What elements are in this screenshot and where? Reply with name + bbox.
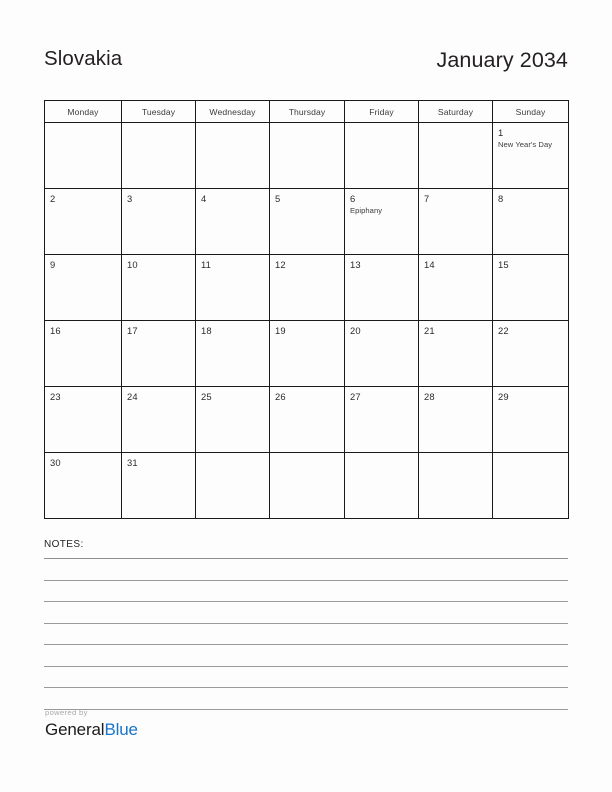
calendar-day-cell[interactable] <box>45 189 122 255</box>
day-cell-inner <box>45 189 121 250</box>
calendar-day-cell[interactable] <box>419 321 493 387</box>
calendar-day-cell[interactable] <box>196 321 270 387</box>
calendar-cell-empty <box>345 123 419 189</box>
day-number: 21 <box>424 325 435 336</box>
day-number: 1 <box>498 127 504 138</box>
day-number: 7 <box>424 193 430 204</box>
calendar-day-cell[interactable] <box>270 387 345 453</box>
calendar-day-cell[interactable] <box>122 321 196 387</box>
day-cell-inner <box>196 189 269 250</box>
day-cell-inner <box>345 123 418 184</box>
logo-text-blue: Blue <box>104 719 138 739</box>
day-number: 16 <box>50 325 61 336</box>
day-number: 19 <box>275 325 286 336</box>
calendar-day-cell[interactable] <box>493 189 569 255</box>
holiday-label: Epiphany <box>350 205 383 215</box>
day-number: 15 <box>498 259 509 270</box>
calendar-day-cell[interactable] <box>45 255 122 321</box>
weekday-header-monday: Monday <box>45 101 122 123</box>
calendar-day-cell[interactable] <box>122 387 196 453</box>
day-number: 8 <box>498 193 504 204</box>
calendar-cell-empty <box>419 123 493 189</box>
day-number: 18 <box>201 325 212 336</box>
notes-line[interactable] <box>44 581 568 603</box>
calendar-week-row <box>45 453 569 519</box>
weekday-header-saturday: Saturday <box>419 101 493 123</box>
calendar-day-cell[interactable] <box>270 255 345 321</box>
day-cell-inner <box>45 255 121 316</box>
day-number: 20 <box>350 325 361 336</box>
day-cell-inner <box>419 123 492 184</box>
calendar-week-row <box>45 387 569 453</box>
day-number: 22 <box>498 325 509 336</box>
calendar-grid <box>44 100 569 519</box>
calendar-cell-empty <box>122 123 196 189</box>
calendar-body <box>45 123 569 519</box>
day-number: 10 <box>127 259 138 270</box>
day-cell-inner <box>419 387 492 448</box>
day-cell-inner <box>270 321 344 382</box>
day-cell-inner <box>270 255 344 316</box>
day-cell-inner <box>493 387 568 448</box>
day-cell-inner <box>122 123 195 184</box>
day-cell-inner <box>345 255 418 316</box>
day-cell-inner <box>493 123 568 184</box>
weekday-header-wednesday: Wednesday <box>196 101 270 123</box>
notes-line[interactable] <box>44 624 568 646</box>
country-title: Slovakia <box>44 47 123 70</box>
day-cell-inner <box>493 453 568 514</box>
day-cell-inner <box>345 321 418 382</box>
notes-line[interactable] <box>44 688 568 710</box>
notes-line[interactable] <box>44 559 568 581</box>
day-cell-inner <box>345 453 418 514</box>
day-cell-inner <box>45 387 121 448</box>
calendar-week-row <box>45 123 569 189</box>
day-number: 11 <box>201 259 211 270</box>
day-cell-inner <box>419 453 492 514</box>
calendar-day-cell[interactable] <box>493 255 569 321</box>
calendar-day-cell[interactable] <box>493 123 569 189</box>
calendar-cell-empty <box>345 453 419 519</box>
day-cell-inner <box>493 189 568 250</box>
day-cell-inner <box>270 123 344 184</box>
page-header <box>44 48 568 84</box>
calendar-cell-empty <box>419 453 493 519</box>
notes-line[interactable] <box>44 645 568 667</box>
powered-by-label: powered by <box>45 708 88 717</box>
calendar-day-cell[interactable] <box>493 321 569 387</box>
day-cell-inner <box>270 189 344 250</box>
weekday-header-row <box>45 101 569 123</box>
calendar-day-cell[interactable] <box>345 189 419 255</box>
notes-line[interactable] <box>44 667 568 689</box>
calendar-cell-empty <box>493 453 569 519</box>
day-number: 24 <box>127 391 138 402</box>
day-cell-inner <box>270 387 344 448</box>
calendar-day-cell[interactable] <box>45 387 122 453</box>
calendar-day-cell[interactable] <box>345 255 419 321</box>
day-cell-inner <box>196 453 269 514</box>
month-year-title: January 2034 <box>436 48 568 72</box>
day-number: 28 <box>424 391 435 402</box>
calendar-day-cell[interactable] <box>196 387 270 453</box>
day-number: 13 <box>350 259 361 270</box>
day-cell-inner <box>270 453 344 514</box>
day-number: 25 <box>201 391 212 402</box>
calendar-day-cell[interactable] <box>270 189 345 255</box>
generalblue-logo[interactable] <box>45 721 138 738</box>
day-number: 29 <box>498 391 509 402</box>
holiday-label: New Year's Day <box>498 139 553 149</box>
day-number: 3 <box>127 193 133 204</box>
calendar-day-cell[interactable] <box>45 321 122 387</box>
day-cell-inner <box>493 321 568 382</box>
notes-lines <box>44 557 568 710</box>
day-number: 27 <box>350 391 361 402</box>
day-number: 12 <box>275 259 286 270</box>
calendar-week-row <box>45 189 569 255</box>
day-cell-inner <box>45 123 121 184</box>
calendar-day-cell[interactable] <box>122 453 196 519</box>
day-cell-inner <box>493 255 568 316</box>
calendar-day-cell[interactable] <box>345 387 419 453</box>
day-cell-inner <box>196 123 269 184</box>
notes-line[interactable] <box>44 602 568 624</box>
notes-section <box>44 540 568 710</box>
calendar-cell-empty <box>270 453 345 519</box>
day-cell-inner <box>122 321 195 382</box>
calendar-day-cell[interactable] <box>345 321 419 387</box>
day-cell-inner <box>419 321 492 382</box>
calendar-day-cell[interactable] <box>196 189 270 255</box>
calendar-day-cell[interactable] <box>122 255 196 321</box>
day-cell-inner <box>122 189 195 250</box>
weekday-header-sunday: Sunday <box>493 101 569 123</box>
day-cell-inner <box>45 453 121 514</box>
footer-logo <box>45 709 138 738</box>
notes-label: NOTES: <box>44 539 84 550</box>
day-cell-inner <box>419 189 492 250</box>
calendar-day-cell[interactable] <box>493 387 569 453</box>
calendar-cell-empty <box>196 123 270 189</box>
day-cell-inner <box>196 255 269 316</box>
calendar-day-cell[interactable] <box>45 453 122 519</box>
day-number: 6 <box>350 193 356 204</box>
day-number: 5 <box>275 193 281 204</box>
calendar-cell-empty <box>45 123 122 189</box>
day-number: 9 <box>50 259 56 270</box>
day-cell-inner <box>122 387 195 448</box>
calendar-day-cell[interactable] <box>270 321 345 387</box>
calendar-day-cell[interactable] <box>419 387 493 453</box>
day-cell-inner <box>196 321 269 382</box>
calendar-day-cell[interactable] <box>122 189 196 255</box>
day-cell-inner <box>419 255 492 316</box>
day-cell-inner <box>345 387 418 448</box>
logo-text-general: General <box>45 719 105 739</box>
day-number: 31 <box>127 457 138 468</box>
day-cell-inner <box>45 321 121 382</box>
day-number: 26 <box>275 391 286 402</box>
day-cell-inner <box>345 189 418 250</box>
calendar-day-cell[interactable] <box>419 255 493 321</box>
calendar-day-cell[interactable] <box>419 189 493 255</box>
calendar-week-row <box>45 255 569 321</box>
calendar-day-cell[interactable] <box>196 255 270 321</box>
day-cell-inner <box>196 387 269 448</box>
day-number: 23 <box>50 391 61 402</box>
day-number: 30 <box>50 457 61 468</box>
weekday-header-friday: Friday <box>345 101 419 123</box>
day-number: 17 <box>127 325 138 336</box>
calendar-week-row <box>45 321 569 387</box>
weekday-header-tuesday: Tuesday <box>122 101 196 123</box>
day-cell-inner <box>122 453 195 514</box>
day-cell-inner <box>122 255 195 316</box>
calendar-cell-empty <box>270 123 345 189</box>
day-number: 2 <box>50 193 56 204</box>
calendar-cell-empty <box>196 453 270 519</box>
weekday-header-thursday: Thursday <box>270 101 345 123</box>
day-number: 4 <box>201 193 207 204</box>
day-number: 14 <box>424 259 435 270</box>
